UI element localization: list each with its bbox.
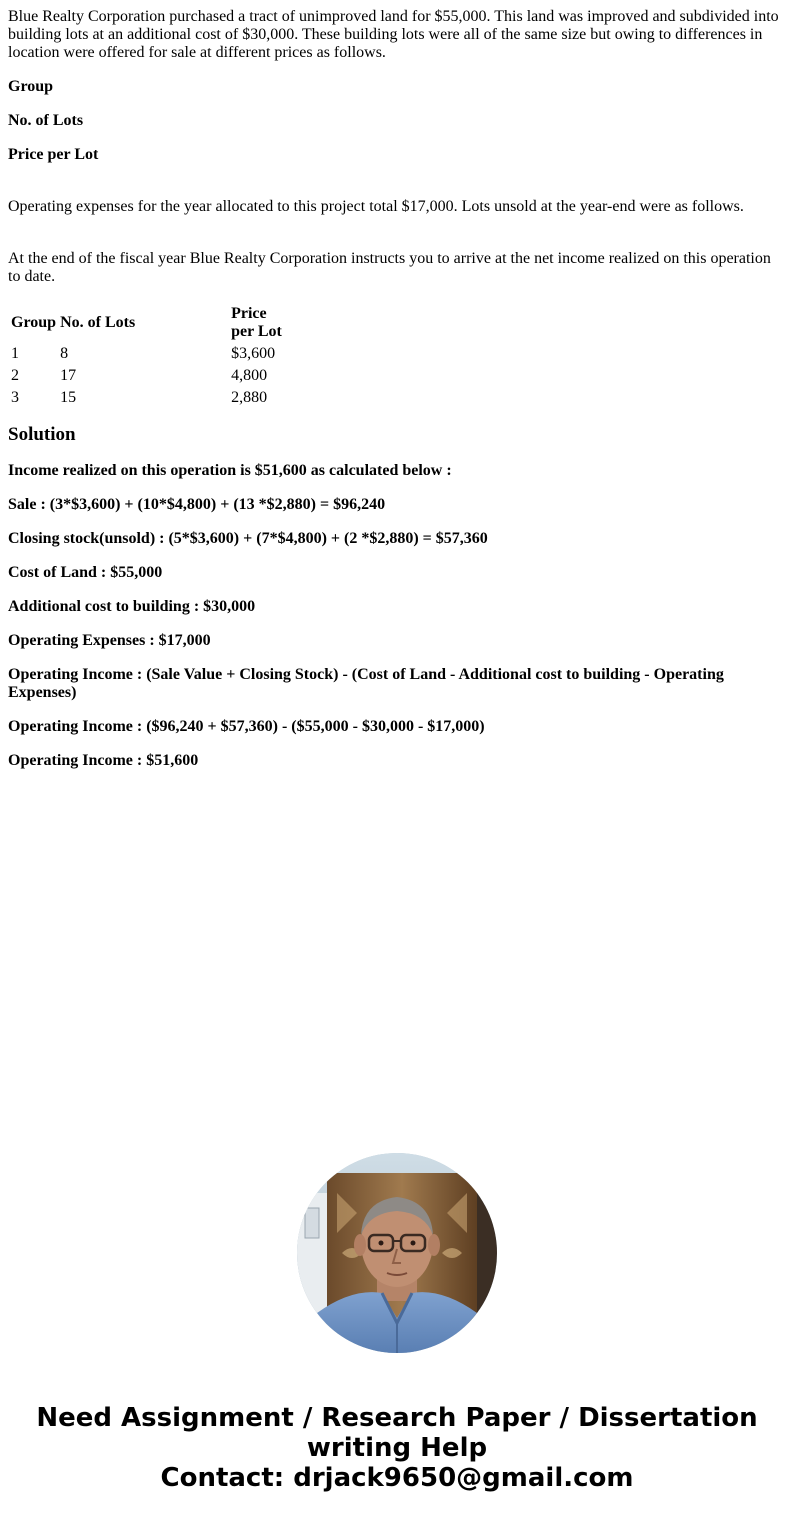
table-header-group: Group <box>11 314 57 331</box>
table-header-price: Price per Lot <box>231 305 282 340</box>
solution-line: Operating Income : (Sale Value + Closing Stock) - (Cost of Land - Additional cost to building - Operating Expenses) <box>8 666 724 701</box>
table-cell-group: 2 <box>11 367 19 384</box>
contact-email: Contact: drjack9650@gmail.com <box>160 1463 634 1493</box>
heading-group: Group <box>8 78 54 95</box>
solution-line: Income realized on this operation is $51,600 as calculated below : <box>8 462 452 479</box>
lots-table <box>8 302 294 410</box>
table-cell-lots: 15 <box>60 389 77 406</box>
author-avatar <box>297 1153 497 1353</box>
author-portrait-image <box>297 1153 497 1353</box>
instruction-text: At the end of the fiscal year Blue Realty Corporation instructs you to arrive at the net income realized on this operation to date. <box>8 250 771 285</box>
table-cell-lots: 17 <box>60 367 77 384</box>
table-cell-lots: 8 <box>60 345 69 362</box>
table-header-lots: No. of Lots <box>60 314 136 331</box>
solution-line: Closing stock(unsold) : (5*$3,600) + (7*$4,800) + (2 *$2,880) = $57,360 <box>8 530 488 547</box>
table-cell-price: 2,880 <box>231 389 268 406</box>
document-body <box>8 8 786 786</box>
operating-expenses-text: Operating expenses for the year allocated to this project total $17,000. Lots unsold at the year-end were as follows. <box>8 198 744 215</box>
heading-lots: No. of Lots <box>8 112 84 129</box>
spacer <box>8 232 786 250</box>
table-cell-group: 3 <box>11 389 19 406</box>
solution-line: Cost of Land : $55,000 <box>8 564 163 581</box>
heading-price: Price per Lot <box>8 146 99 163</box>
spacer <box>8 180 786 198</box>
solution-line: Operating Income : $51,600 <box>8 752 199 769</box>
solution-line: Sale : (3*$3,600) + (10*$4,800) + (13 *$2,880) = $96,240 <box>8 496 386 513</box>
table-header-row <box>10 304 292 342</box>
help-text: Need Assignment / Research Paper / Dissertation writing Help <box>36 1403 758 1463</box>
table-row <box>10 344 292 364</box>
table-cell-group: 1 <box>11 345 19 362</box>
solution-line: Additional cost to building : $30,000 <box>8 598 256 615</box>
solution-line: Operating Expenses : $17,000 <box>8 632 211 649</box>
table-cell-price: 4,800 <box>231 367 268 384</box>
table-row <box>10 366 292 386</box>
problem-intro: Blue Realty Corporation purchased a tract of unimproved land for $55,000. This land was improved and subdivided into building lots at an additional cost of $30,000. These building lots were all of the same size but owing to differences in location were offered for sale at different prices as follows. <box>8 8 779 61</box>
contact-banner <box>0 1403 794 1493</box>
table-cell-price: $3,600 <box>231 345 276 362</box>
table-row <box>10 388 292 408</box>
solution-title: Solution <box>8 424 76 445</box>
solution-line: Operating Income : ($96,240 + $57,360) - ($55,000 - $30,000 - $17,000) <box>8 718 485 735</box>
